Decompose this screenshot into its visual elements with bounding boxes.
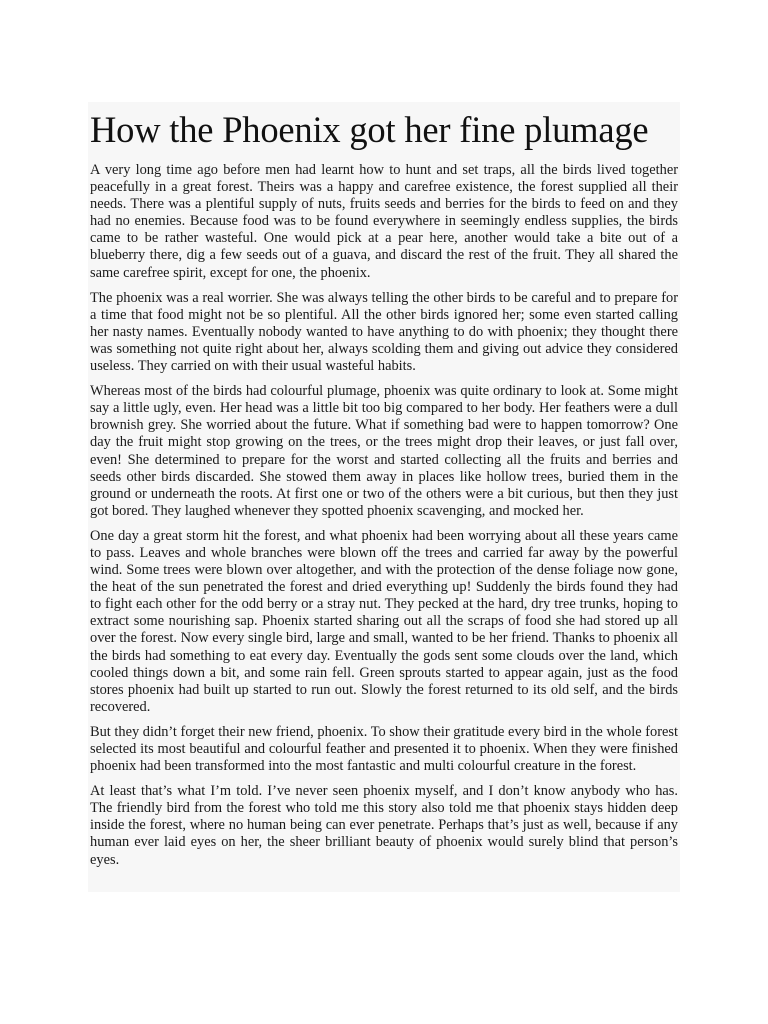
document-page	[88, 102, 680, 892]
paragraph: A very long time ago before men had learnt how to hunt and set traps, all the birds lived together peacefully in a great forest. Theirs was a happy and carefree existence, the forest supplied all their needs. There was a plentiful supply of nuts, fruits seeds and berries for the birds to feed on and they had no enemies. Because food was to be found everywhere in seemingly endless supplies, the birds came to be rather wasteful. One would pick at a pear here, another would take a bite out of a blueberry there, dig a few seeds out of a guava, and discard the rest of the fruit. They all shared the same carefree spirit, except for one, the phoenix.	[90, 162, 678, 281]
document-title: How the Phoenix got her fine plumage	[90, 109, 649, 150]
paragraph: The phoenix was a real worrier. She was always telling the other birds to be careful and to prepare for a time that food might not be so plentiful. All the other birds ignored her; some even started calling her nasty names. Eventually nobody wanted to have anything to do with phoenix; they thought there was something not quite right about her, always scolding them and giving out advice they considered useless. They carried on with their usual wasteful habits.	[90, 289, 678, 375]
paragraph: One day a great storm hit the forest, and what phoenix had been worrying about all these years came to pass. Leaves and whole branches were blown off the trees and carried far away by the powerful wind. Some trees were blown over altogether, and with the protection of the dense foliage now gone, the heat of the sun penetrated the forest and dried everything up! Suddenly the birds found they had to fight each other for the odd berry or a stray nut. They pecked at the hard, dry tree trunks, hoping to extract some nourishing sap. Phoenix started sharing out all the scraps of food she had stored up all over the forest. Now every single bird, large and small, wanted to be her friend. Thanks to phoenix all the birds had something to eat every day. Eventually the gods sent some clouds over the land, which cooled things down a bit, and some rain fell. Green sprouts started to appear again, just as the food stores phoenix had built up started to run out. Slowly the forest returned to its old self, and the birds recovered.	[90, 527, 678, 715]
paragraph: Whereas most of the birds had colourful plumage, phoenix was quite ordinary to look at. Some might say a little ugly, even. Her head was a little bit too big compared to her body. Her feathers were a dull brownish grey. She worried about the future. What if something bad were to happen tomorrow? One day the fruit might stop growing on the trees, or the trees might drop their leaves, or just fall over, even! She determined to prepare for the worst and started collecting all the fruits and berries and seeds other birds discarded. She stowed them away in places like hollow trees, buried them in the ground or underneath the roots. At first one or two of the others were a bit curious, but then they just got bored. They laughed whenever they spotted phoenix scavenging, and mocked her.	[90, 383, 678, 519]
paragraph: At least that’s what I’m told. I’ve never seen phoenix myself, and I don’t know anybody who has. The friendly bird from the forest who told me this story also told me that phoenix stays hidden deep inside the forest, where no human being can ever penetrate. Perhaps that’s just as well, because if any human ever laid eyes on her, the sheer brilliant beauty of phoenix would surely blind that person’s eyes.	[90, 783, 678, 868]
paragraph: But they didn’t forget their new friend, phoenix. To show their gratitude every bird in the whole forest selected its most beautiful and colourful feather and presented it to phoenix. When they were finished phoenix had been transformed into the most fantastic and multi colourful creature in the forest.	[90, 723, 678, 775]
